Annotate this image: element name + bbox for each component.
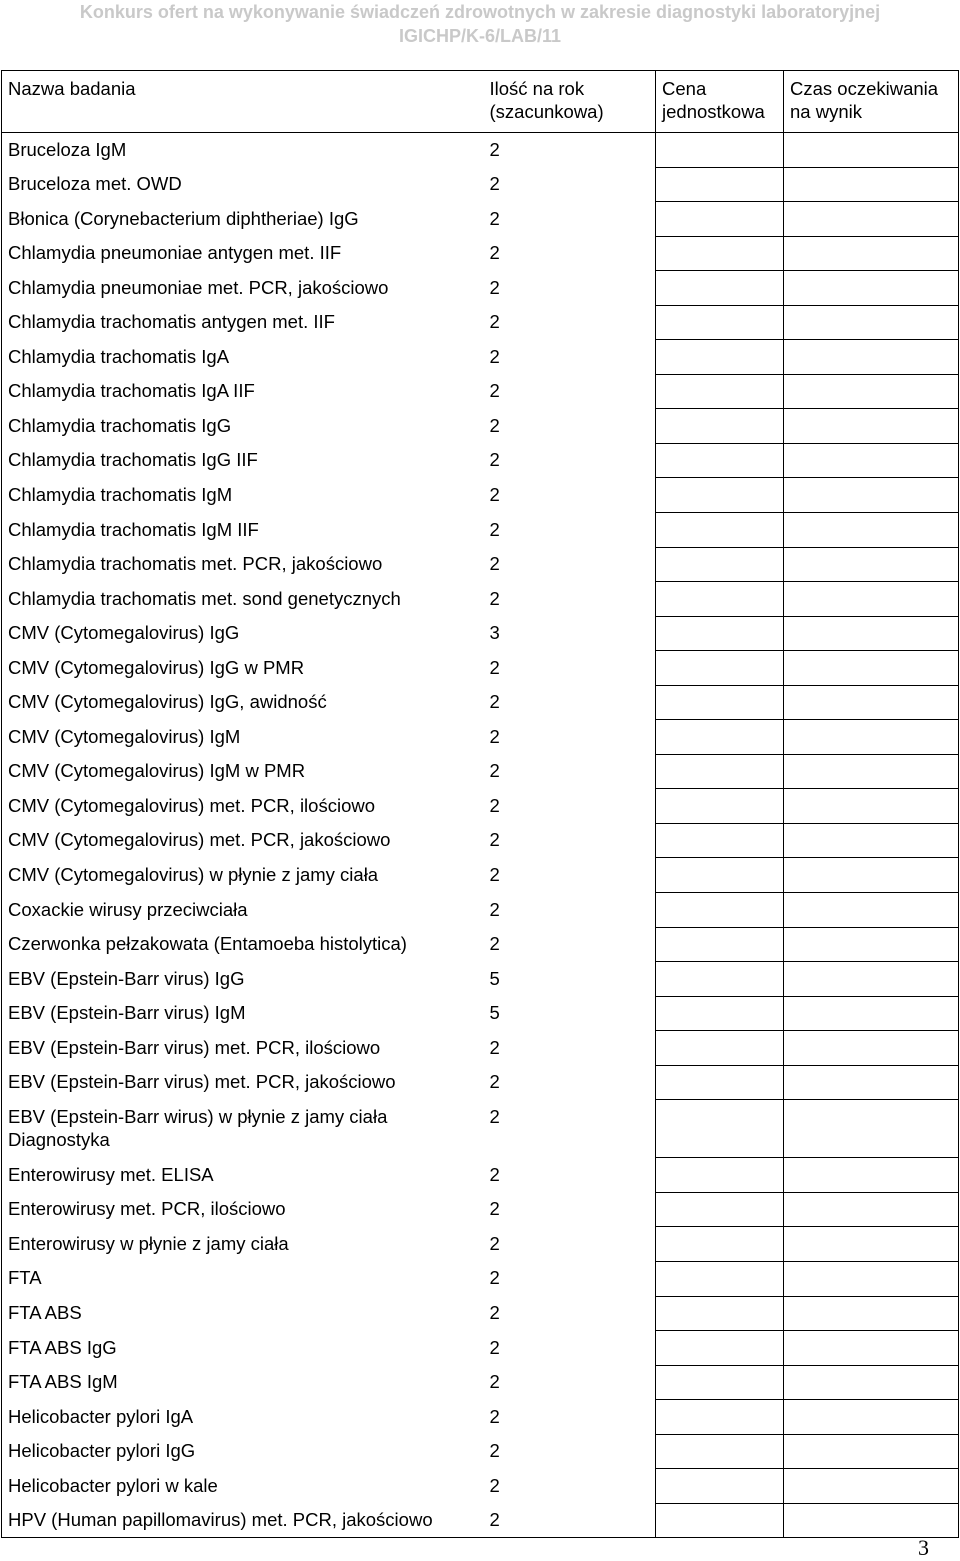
quantity-cell: 2	[484, 133, 656, 168]
test-name-cell: Chlamydia trachomatis met. sond genetycznych	[2, 582, 484, 617]
quantity-cell: 2	[484, 513, 656, 548]
quantity-cell: 2	[484, 1331, 656, 1366]
test-name-cell: Bruceloza IgM	[2, 133, 484, 168]
quantity-cell: 2	[484, 1434, 656, 1469]
unit-price-cell[interactable]	[656, 443, 784, 478]
quantity-cell: 2	[484, 1031, 656, 1066]
unit-price-cell[interactable]	[656, 1434, 784, 1469]
test-name-cell: Chlamydia trachomatis IgG IIF	[2, 443, 484, 478]
quantity-cell: 2	[484, 167, 656, 202]
table-row	[2, 1365, 959, 1400]
wait-time-cell[interactable]	[784, 858, 959, 893]
table-row	[2, 685, 959, 720]
wait-time-cell[interactable]	[784, 893, 959, 928]
wait-time-cell[interactable]	[784, 133, 959, 168]
table-row	[2, 271, 959, 306]
quantity-cell: 2	[484, 1503, 656, 1538]
wait-time-cell[interactable]	[784, 1365, 959, 1400]
test-name-cell: CMV (Cytomegalovirus) IgG, awidność	[2, 685, 484, 720]
table-row	[2, 927, 959, 962]
quantity-cell: 2	[484, 1065, 656, 1100]
quantity-cell: 2	[484, 1192, 656, 1227]
unit-price-cell[interactable]	[656, 305, 784, 340]
wait-time-cell[interactable]	[784, 962, 959, 997]
wait-time-cell[interactable]	[784, 443, 959, 478]
wait-time-cell[interactable]	[784, 1400, 959, 1435]
table-header-row	[2, 71, 959, 133]
wait-time-cell[interactable]	[784, 1296, 959, 1331]
table-row	[2, 1469, 959, 1504]
table-row	[2, 167, 959, 202]
wait-time-cell[interactable]	[784, 1100, 959, 1158]
quantity-cell: 2	[484, 1100, 656, 1158]
wait-time-cell[interactable]	[784, 305, 959, 340]
wait-time-cell[interactable]	[784, 927, 959, 962]
wait-time-cell[interactable]	[784, 1331, 959, 1366]
test-name-cell: CMV (Cytomegalovirus) IgM w PMR	[2, 754, 484, 789]
wait-time-cell[interactable]	[784, 685, 959, 720]
test-name-cell: Coxackie wirusy przeciwciała	[2, 893, 484, 928]
quantity-cell: 5	[484, 996, 656, 1031]
wait-time-cell[interactable]	[784, 720, 959, 755]
unit-price-cell[interactable]	[656, 547, 784, 582]
wait-time-cell[interactable]	[784, 340, 959, 375]
wait-time-cell[interactable]	[784, 547, 959, 582]
unit-price-cell[interactable]	[656, 1400, 784, 1435]
table-row	[2, 962, 959, 997]
table-row	[2, 1296, 959, 1331]
test-name-cell: EBV (Epstein-Barr virus) IgM	[2, 996, 484, 1031]
unit-price-cell[interactable]	[656, 616, 784, 651]
table-row	[2, 236, 959, 271]
table-row	[2, 478, 959, 513]
table-row	[2, 1503, 959, 1538]
quantity-cell: 2	[484, 443, 656, 478]
wait-time-cell[interactable]	[784, 1065, 959, 1100]
table-row	[2, 513, 959, 548]
test-name-cell: Chlamydia trachomatis met. PCR, jakościowo	[2, 547, 484, 582]
table-row	[2, 996, 959, 1031]
test-name-cell: Helicobacter pylori IgA	[2, 1400, 484, 1435]
unit-price-cell[interactable]	[656, 271, 784, 306]
quantity-cell: 2	[484, 547, 656, 582]
test-name-cell: Chlamydia trachomatis antygen met. IIF	[2, 305, 484, 340]
test-name-cell: Czerwonka pełzakowata (Entamoeba histolytica)	[2, 927, 484, 962]
wait-time-cell[interactable]	[784, 478, 959, 513]
header-reference: IGICHP/K-6/LAB/11	[398, 26, 562, 46]
wait-time-cell[interactable]	[784, 651, 959, 686]
test-name-cell: CMV (Cytomegalovirus) met. PCR, ilościowo	[2, 789, 484, 824]
unit-price-cell[interactable]	[656, 1331, 784, 1366]
table-row	[2, 1192, 959, 1227]
test-name-cell: CMV (Cytomegalovirus) met. PCR, jakościowo	[2, 823, 484, 858]
unit-price-cell[interactable]	[656, 236, 784, 271]
table-row	[2, 305, 959, 340]
unit-price-cell[interactable]	[656, 133, 784, 168]
wait-time-cell[interactable]	[784, 823, 959, 858]
quantity-cell: 2	[484, 271, 656, 306]
quantity-cell: 2	[484, 1261, 656, 1296]
table-row	[2, 1158, 959, 1193]
wait-time-cell[interactable]	[784, 1031, 959, 1066]
unit-price-cell[interactable]	[656, 685, 784, 720]
test-name-cell: CMV (Cytomegalovirus) w płynie z jamy ciała	[2, 858, 484, 893]
unit-price-cell[interactable]	[656, 1192, 784, 1227]
table-row	[2, 547, 959, 582]
wait-time-cell[interactable]	[784, 996, 959, 1031]
quantity-cell: 2	[484, 1227, 656, 1262]
test-name-cell: Błonica (Corynebacterium diphtheriae) IgG	[2, 202, 484, 237]
quantity-cell: 2	[484, 1296, 656, 1331]
test-name-cell: CMV (Cytomegalovirus) IgG w PMR	[2, 651, 484, 686]
quantity-cell: 2	[484, 582, 656, 617]
table-row	[2, 720, 959, 755]
test-name-cell: EBV (Epstein-Barr virus) IgG	[2, 962, 484, 997]
quantity-cell: 2	[484, 1400, 656, 1435]
column-header-name: Nazwa badania	[2, 71, 484, 133]
quantity-cell: 2	[484, 374, 656, 409]
table-row	[2, 1065, 959, 1100]
column-header-quantity: Ilość na rok (szacunkowa)	[484, 71, 656, 133]
wait-time-cell[interactable]	[784, 1434, 959, 1469]
quantity-cell: 2	[484, 409, 656, 444]
test-name-cell: FTA ABS IgM	[2, 1365, 484, 1400]
table-row	[2, 651, 959, 686]
quantity-cell: 5	[484, 962, 656, 997]
unit-price-cell[interactable]	[656, 202, 784, 237]
wait-time-cell[interactable]	[784, 1227, 959, 1262]
table-row	[2, 893, 959, 928]
quantity-cell: 2	[484, 651, 656, 686]
test-name-cell: Enterowirusy w płynie z jamy ciała	[2, 1227, 484, 1262]
unit-price-cell[interactable]	[656, 1031, 784, 1066]
table-row	[2, 582, 959, 617]
test-name-cell: FTA ABS IgG	[2, 1331, 484, 1366]
table-row	[2, 1227, 959, 1262]
wait-time-cell[interactable]	[784, 616, 959, 651]
test-name-cell: Chlamydia pneumoniae met. PCR, jakościowo	[2, 271, 484, 306]
unit-price-cell[interactable]	[656, 1227, 784, 1262]
unit-price-cell[interactable]	[656, 167, 784, 202]
unit-price-cell[interactable]	[656, 1365, 784, 1400]
quantity-cell: 2	[484, 789, 656, 824]
unit-price-cell[interactable]	[656, 927, 784, 962]
column-header-wait-time: Czas oczekiwania na wynik	[784, 71, 959, 133]
quantity-cell: 2	[484, 340, 656, 375]
unit-price-cell[interactable]	[656, 754, 784, 789]
table-row	[2, 1031, 959, 1066]
test-name-cell: FTA ABS	[2, 1296, 484, 1331]
unit-price-cell[interactable]	[656, 1469, 784, 1504]
wait-time-cell[interactable]	[784, 236, 959, 271]
table-row	[2, 1261, 959, 1296]
wait-time-cell[interactable]	[784, 789, 959, 824]
unit-price-cell[interactable]	[656, 1065, 784, 1100]
test-name-cell: Chlamydia trachomatis IgM IIF	[2, 513, 484, 548]
unit-price-cell[interactable]	[656, 823, 784, 858]
test-name-cell: HPV (Human papillomavirus) met. PCR, jakościowo	[2, 1503, 484, 1538]
unit-price-cell[interactable]	[656, 962, 784, 997]
quantity-cell: 2	[484, 1469, 656, 1504]
test-name-cell: EBV (Epstein-Barr virus) met. PCR, jakościowo	[2, 1065, 484, 1100]
header-title: Konkurs ofert na wykonywanie świadczeń zdrowotnych w zakresie diagnostyki laboratoryjnej	[79, 2, 881, 22]
test-name-cell: EBV (Epstein-Barr virus) met. PCR, ilościowo	[2, 1031, 484, 1066]
table-row	[2, 858, 959, 893]
test-name-cell: Chlamydia trachomatis IgA	[2, 340, 484, 375]
quantity-cell: 2	[484, 1365, 656, 1400]
quantity-cell: 2	[484, 478, 656, 513]
table-row	[2, 374, 959, 409]
table-row	[2, 616, 959, 651]
wait-time-cell[interactable]	[784, 1192, 959, 1227]
wait-time-cell[interactable]	[784, 1261, 959, 1296]
test-name-cell: Chlamydia trachomatis IgM	[2, 478, 484, 513]
test-name-cell: Enterowirusy met. ELISA	[2, 1158, 484, 1193]
wait-time-cell[interactable]	[784, 167, 959, 202]
table-row	[2, 823, 959, 858]
test-name-cell: Chlamydia pneumoniae antygen met. IIF	[2, 236, 484, 271]
test-name-cell: Chlamydia trachomatis IgG	[2, 409, 484, 444]
quantity-cell: 2	[484, 685, 656, 720]
unit-price-cell[interactable]	[656, 1296, 784, 1331]
page-number: 3	[918, 1535, 929, 1560]
test-name-cell: FTA	[2, 1261, 484, 1296]
unit-price-cell[interactable]	[656, 1100, 784, 1158]
table-row	[2, 1100, 959, 1158]
unit-price-cell[interactable]	[656, 374, 784, 409]
wait-time-cell[interactable]	[784, 202, 959, 237]
quantity-cell: 2	[484, 893, 656, 928]
test-name-cell: Chlamydia trachomatis IgA IIF	[2, 374, 484, 409]
wait-time-cell[interactable]	[784, 1158, 959, 1193]
quantity-cell: 2	[484, 823, 656, 858]
quantity-cell: 2	[484, 202, 656, 237]
quantity-cell: 2	[484, 754, 656, 789]
table-row	[2, 443, 959, 478]
quantity-cell: 2	[484, 858, 656, 893]
unit-price-cell[interactable]	[656, 893, 784, 928]
quantity-cell: 2	[484, 927, 656, 962]
table-row	[2, 1400, 959, 1435]
unit-price-cell[interactable]	[656, 340, 784, 375]
quantity-cell: 2	[484, 720, 656, 755]
unit-price-cell[interactable]	[656, 996, 784, 1031]
unit-price-cell[interactable]	[656, 1158, 784, 1193]
table-row	[2, 1434, 959, 1469]
test-name-cell: Enterowirusy met. PCR, ilościowo	[2, 1192, 484, 1227]
table-row	[2, 133, 959, 168]
wait-time-cell[interactable]	[784, 1503, 959, 1538]
test-name-cell: Helicobacter pylori w kale	[2, 1469, 484, 1504]
unit-price-cell[interactable]	[656, 858, 784, 893]
test-name-cell: CMV (Cytomegalovirus) IgG	[2, 616, 484, 651]
quantity-cell: 2	[484, 236, 656, 271]
unit-price-cell[interactable]	[656, 582, 784, 617]
page-header	[0, 0, 960, 48]
unit-price-cell[interactable]	[656, 720, 784, 755]
wait-time-cell[interactable]	[784, 271, 959, 306]
wait-time-cell[interactable]	[784, 513, 959, 548]
table-body	[2, 133, 959, 1538]
column-header-unit-price: Cena jednostkowa	[656, 71, 784, 133]
wait-time-cell[interactable]	[784, 374, 959, 409]
table-row	[2, 1331, 959, 1366]
test-name-cell: Bruceloza met. OWD	[2, 167, 484, 202]
unit-price-cell[interactable]	[656, 478, 784, 513]
table-row	[2, 409, 959, 444]
quantity-cell: 2	[484, 1158, 656, 1193]
table-row	[2, 340, 959, 375]
unit-price-cell[interactable]	[656, 513, 784, 548]
unit-price-cell[interactable]	[656, 1503, 784, 1538]
table-row	[2, 754, 959, 789]
quantity-cell: 3	[484, 616, 656, 651]
table-row	[2, 202, 959, 237]
wait-time-cell[interactable]	[784, 1469, 959, 1504]
wait-time-cell[interactable]	[784, 409, 959, 444]
test-name-cell: Helicobacter pylori IgG	[2, 1434, 484, 1469]
table-row	[2, 789, 959, 824]
test-name-cell: CMV (Cytomegalovirus) IgM	[2, 720, 484, 755]
unit-price-cell[interactable]	[656, 789, 784, 824]
unit-price-cell[interactable]	[656, 651, 784, 686]
test-name-cell: EBV (Epstein-Barr wirus) w płynie z jamy ciała Diagnostyka	[2, 1100, 484, 1158]
unit-price-cell[interactable]	[656, 409, 784, 444]
offer-table	[1, 70, 959, 1538]
wait-time-cell[interactable]	[784, 582, 959, 617]
unit-price-cell[interactable]	[656, 1261, 784, 1296]
quantity-cell: 2	[484, 305, 656, 340]
wait-time-cell[interactable]	[784, 754, 959, 789]
